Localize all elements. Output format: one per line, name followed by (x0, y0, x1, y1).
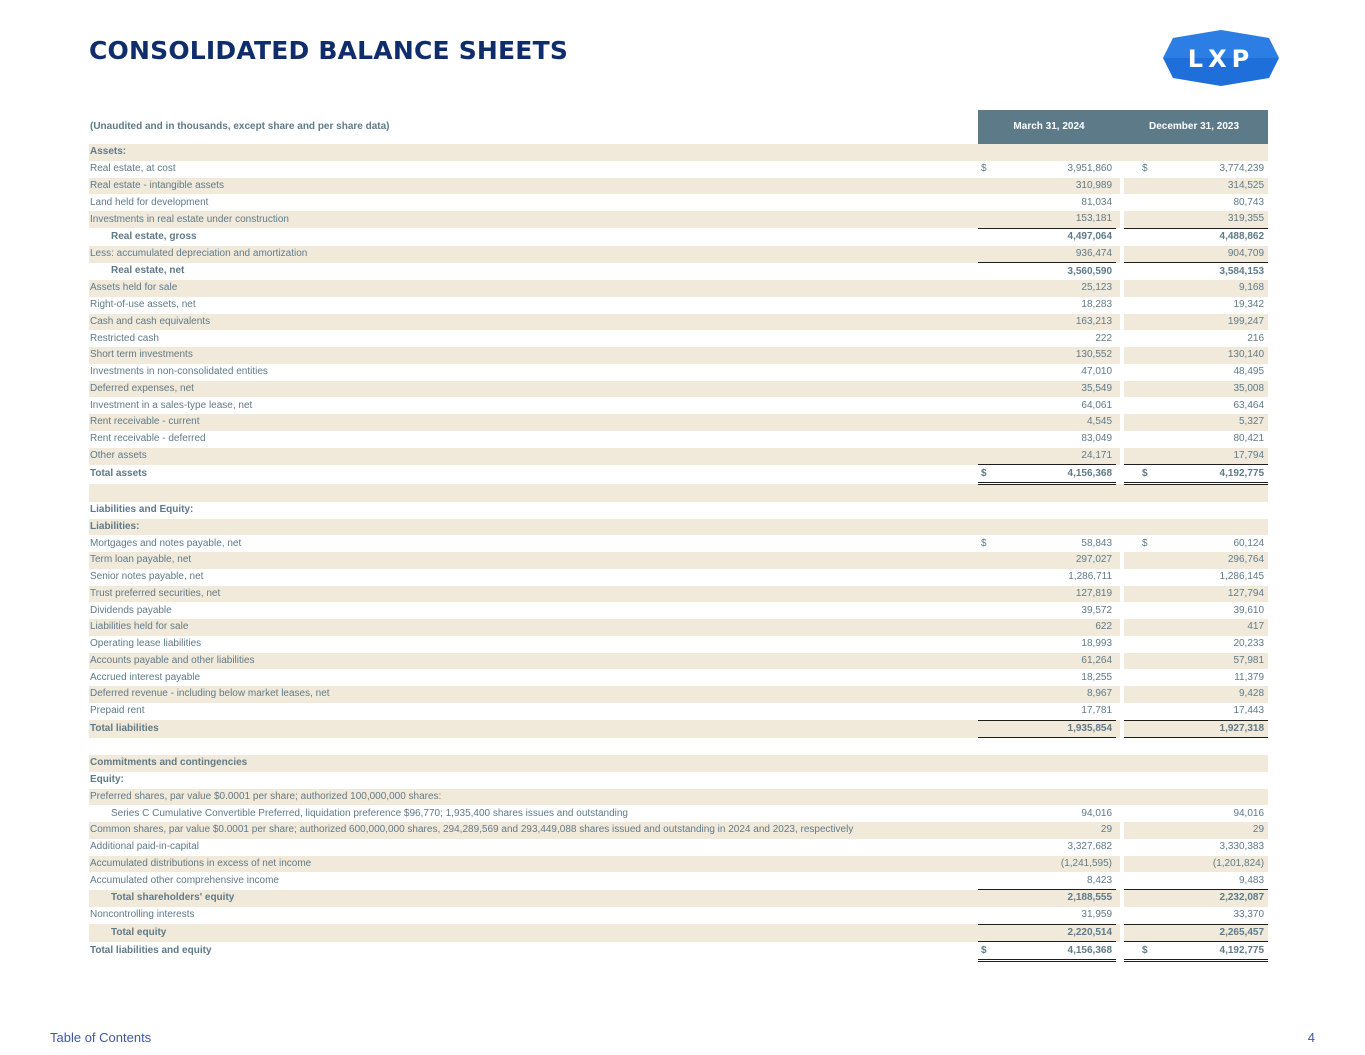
row-label: Noncontrolling interests (90, 909, 195, 921)
currency-symbol (978, 636, 994, 653)
empty-cell (1120, 484, 1268, 502)
row-label: Dividends payable (90, 604, 172, 616)
currency-symbol (1120, 228, 1136, 245)
row-label: Right-of-use assets, net (90, 299, 196, 311)
value-march-2024: 81,034 (1081, 196, 1113, 208)
table-row (89, 246, 1268, 263)
value-december-2023: 94,016 (1233, 807, 1265, 819)
empty-cell (978, 772, 1120, 789)
row-label: Short term investments (89, 347, 978, 364)
value-december-2023: 39,610 (1233, 604, 1265, 616)
currency-symbol (1120, 397, 1136, 414)
value-december-2023: 57,981 (1136, 653, 1268, 670)
value-december-2023: 1,927,318 (1136, 720, 1268, 738)
currency-symbol: $ (1120, 942, 1136, 961)
value-december-2023: 20,233 (1233, 638, 1265, 650)
value-december-2023: 319,355 (1136, 211, 1268, 228)
value-march-2024: 3,327,682 (1067, 841, 1113, 853)
empty-cell (1120, 789, 1268, 806)
table-row (89, 314, 1268, 331)
empty-cell (978, 484, 1120, 502)
value-march-2024: 127,819 (994, 586, 1120, 603)
currency-symbol (978, 890, 994, 907)
value-december-2023: 33,370 (1233, 909, 1265, 921)
empty-cell (978, 144, 1120, 161)
value-december-2023: 60,124 (1233, 537, 1265, 549)
value-december-2023: 216 (1247, 332, 1265, 344)
row-label: Real estate - intangible assets (89, 178, 978, 195)
value-december-2023: 417 (1136, 619, 1268, 636)
value-december-2023: 2,265,457 (1136, 924, 1268, 942)
table-row (89, 569, 1268, 586)
row-label: Rent receivable - current (89, 414, 978, 431)
value-march-2024: 8,423 (1086, 874, 1113, 886)
empty-cell (978, 755, 1120, 772)
row-label: Real estate, net (111, 265, 185, 277)
value-march-2024: 18,255 (1081, 671, 1113, 683)
table-row (89, 924, 1268, 942)
currency-symbol (1120, 653, 1136, 670)
currency-symbol: $ (1120, 465, 1136, 484)
value-march-2024: 64,061 (1081, 399, 1113, 411)
empty-cell (978, 789, 1120, 806)
value-march-2024: 153,181 (994, 211, 1120, 228)
empty-cell (1120, 502, 1268, 519)
row-label: Mortgages and notes payable, net (90, 537, 242, 549)
section-row (89, 144, 1268, 161)
value-march-2024: 4,156,368 (994, 942, 1120, 961)
row-label: Liabilities: (89, 519, 978, 536)
currency-symbol (1120, 872, 1136, 889)
spacer-row (89, 738, 1268, 755)
value-december-2023: 80,421 (1233, 433, 1265, 445)
table-row (89, 890, 1268, 907)
value-march-2024: 2,188,555 (994, 890, 1120, 907)
column-header-march-2024: March 31, 2024 (978, 110, 1120, 144)
value-december-2023: 3,584,153 (1136, 263, 1268, 280)
currency-symbol (1120, 178, 1136, 195)
currency-symbol: $ (1142, 163, 1148, 175)
currency-symbol (978, 364, 994, 381)
table-row (89, 942, 1268, 961)
currency-symbol (978, 907, 994, 924)
table-row (89, 822, 1268, 839)
value-march-2024: 4,497,064 (994, 228, 1120, 245)
currency-symbol (1120, 669, 1136, 686)
currency-symbol (1120, 364, 1136, 381)
currency-symbol (978, 246, 994, 263)
value-march-2024: 8,967 (994, 686, 1120, 703)
table-row (89, 703, 1268, 720)
table-row (89, 178, 1268, 195)
value-march-2024: 163,213 (994, 314, 1120, 331)
row-label: Real estate, gross (111, 230, 197, 242)
table-row (89, 414, 1268, 431)
logo-text: LXP (1187, 45, 1255, 73)
currency-symbol (1120, 347, 1136, 364)
row-label: Liabilities and Equity: (90, 504, 194, 516)
currency-symbol (978, 347, 994, 364)
table-of-contents-link[interactable]: Table of Contents (50, 1030, 152, 1045)
table-row (89, 330, 1268, 347)
table-row (89, 839, 1268, 856)
value-december-2023: 3,774,239 (1219, 163, 1265, 175)
row-label: Trust preferred securities, net (89, 586, 978, 603)
currency-symbol (1120, 686, 1136, 703)
value-march-2024: 47,010 (1081, 366, 1113, 378)
value-december-2023: 63,464 (1233, 399, 1265, 411)
row-label (89, 484, 978, 502)
row-label: Total equity (89, 924, 978, 942)
row-label: Preferred shares, par value $0.0001 per share; authorized 100,000,000 shares: (89, 789, 978, 806)
value-march-2024: 24,171 (994, 448, 1120, 465)
table-row (89, 636, 1268, 653)
value-december-2023: (1,201,824) (1136, 856, 1268, 873)
value-december-2023: 80,743 (1233, 196, 1265, 208)
currency-symbol (1120, 805, 1136, 822)
currency-symbol (1120, 280, 1136, 297)
balance-sheet-table (89, 110, 1268, 962)
row-label: Restricted cash (90, 332, 159, 344)
table-row (89, 465, 1268, 484)
currency-symbol: $ (981, 163, 987, 175)
currency-symbol (978, 569, 994, 586)
currency-symbol (1120, 194, 1136, 211)
empty-cell (1120, 755, 1268, 772)
row-label: Assets: (89, 144, 978, 161)
table-row (89, 602, 1268, 619)
value-march-2024: 17,781 (1081, 705, 1113, 717)
table-row (89, 907, 1268, 924)
table-row (89, 364, 1268, 381)
value-december-2023: 4,488,862 (1136, 228, 1268, 245)
value-december-2023: 11,379 (1234, 671, 1265, 683)
empty-cell (978, 738, 1120, 755)
value-december-2023: 3,330,383 (1219, 841, 1265, 853)
table-row (89, 194, 1268, 211)
row-label: Real estate, at cost (90, 163, 176, 175)
section-row (89, 502, 1268, 519)
currency-symbol (978, 297, 994, 314)
table-row (89, 228, 1268, 245)
row-label: Series C Cumulative Convertible Preferred, liquidation preference $96,770; 1,935,400 shares issues and outstanding (111, 807, 628, 819)
currency-symbol (1120, 448, 1136, 465)
empty-cell (1120, 519, 1268, 536)
value-march-2024: 94,016 (1081, 807, 1113, 819)
section-row (89, 519, 1268, 536)
currency-symbol (1120, 602, 1136, 619)
row-label: Deferred revenue - including below market leases, net (89, 686, 978, 703)
currency-symbol (978, 805, 994, 822)
table-row (89, 805, 1268, 822)
value-december-2023: 17,794 (1136, 448, 1268, 465)
value-march-2024: 29 (994, 822, 1120, 839)
value-december-2023: 130,140 (1136, 347, 1268, 364)
table-row (89, 653, 1268, 670)
row-label: Liabilities held for sale (89, 619, 978, 636)
value-march-2024: 2,220,514 (994, 924, 1120, 942)
row-label: Investment in a sales-type lease, net (90, 399, 253, 411)
table-row (89, 297, 1268, 314)
currency-symbol (1120, 720, 1136, 738)
row-label: Senior notes payable, net (90, 571, 204, 583)
currency-symbol (1120, 246, 1136, 263)
empty-cell (1120, 772, 1268, 789)
currency-symbol (978, 552, 994, 569)
table-row (89, 397, 1268, 414)
value-march-2024: 3,560,590 (994, 263, 1120, 280)
row-label: Investments in real estate under construction (89, 211, 978, 228)
value-december-2023: 29 (1136, 822, 1268, 839)
value-march-2024: 31,959 (1081, 909, 1113, 921)
value-december-2023: 199,247 (1136, 314, 1268, 331)
row-label: Rent receivable - deferred (90, 433, 206, 445)
value-december-2023: 296,764 (1136, 552, 1268, 569)
value-december-2023: 127,794 (1136, 586, 1268, 603)
row-label: Operating lease liabilities (90, 638, 202, 650)
currency-symbol (978, 720, 994, 738)
table-row (89, 552, 1268, 569)
currency-symbol (1120, 381, 1136, 398)
value-march-2024: 83,049 (1081, 433, 1113, 445)
currency-symbol (1120, 297, 1136, 314)
currency-symbol (1120, 856, 1136, 873)
value-march-2024: 3,951,860 (1067, 163, 1113, 175)
currency-symbol (978, 586, 994, 603)
value-march-2024: 61,264 (994, 653, 1120, 670)
value-december-2023: 314,525 (1136, 178, 1268, 195)
section-row (89, 755, 1268, 772)
value-march-2024: 1,935,854 (994, 720, 1120, 738)
currency-symbol (978, 686, 994, 703)
value-march-2024: 4,545 (994, 414, 1120, 431)
row-label (89, 738, 978, 755)
row-label: Deferred expenses, net (89, 381, 978, 398)
value-december-2023: 4,192,775 (1136, 942, 1268, 961)
currency-symbol (1120, 636, 1136, 653)
value-march-2024: 25,123 (994, 280, 1120, 297)
empty-cell (1120, 144, 1268, 161)
table-row (89, 448, 1268, 465)
currency-symbol (1120, 586, 1136, 603)
value-december-2023: 904,709 (1136, 246, 1268, 263)
currency-symbol (1120, 822, 1136, 839)
value-december-2023: 1,286,145 (1219, 571, 1265, 583)
currency-symbol (1120, 414, 1136, 431)
value-march-2024: 58,843 (1081, 537, 1113, 549)
row-label: Assets held for sale (89, 280, 978, 297)
value-december-2023: 9,168 (1136, 280, 1268, 297)
row-label: Land held for development (90, 196, 209, 208)
currency-symbol (978, 448, 994, 465)
table-row (89, 872, 1268, 889)
value-march-2024: 4,156,368 (994, 465, 1120, 484)
spacer-row (89, 484, 1268, 502)
value-december-2023: 48,495 (1233, 366, 1265, 378)
table-row (89, 686, 1268, 703)
row-label: Total assets (90, 468, 148, 480)
currency-symbol (978, 280, 994, 297)
row-label: Term loan payable, net (89, 552, 978, 569)
table-row (89, 619, 1268, 636)
currency-symbol (1120, 552, 1136, 569)
value-december-2023: 5,327 (1136, 414, 1268, 431)
currency-symbol (1120, 211, 1136, 228)
currency-symbol: $ (978, 465, 994, 484)
currency-symbol (978, 381, 994, 398)
currency-symbol (1120, 907, 1136, 924)
currency-symbol (978, 431, 994, 448)
currency-symbol (978, 194, 994, 211)
table-row (89, 381, 1268, 398)
currency-symbol (1120, 314, 1136, 331)
table-row (89, 586, 1268, 603)
currency-symbol: $ (981, 537, 987, 549)
currency-symbol (1120, 431, 1136, 448)
currency-symbol (978, 856, 994, 873)
currency-symbol (1120, 569, 1136, 586)
currency-symbol (978, 211, 994, 228)
table-row (89, 431, 1268, 448)
table-row (89, 856, 1268, 873)
table-row (89, 263, 1268, 280)
currency-symbol (978, 314, 994, 331)
currency-symbol (1120, 263, 1136, 280)
value-december-2023: 17,443 (1233, 705, 1265, 717)
row-label: Equity: (90, 774, 124, 786)
currency-symbol (978, 822, 994, 839)
row-label: Other assets (89, 448, 978, 465)
row-label: Accounts payable and other liabilities (89, 653, 978, 670)
currency-symbol (978, 228, 994, 245)
currency-symbol: $ (1142, 537, 1148, 549)
currency-symbol (978, 669, 994, 686)
currency-symbol: $ (978, 942, 994, 961)
table-row (89, 280, 1268, 297)
row-label: Common shares, par value $0.0001 per share; authorized 600,000,000 shares, 294,289,569 and 293,449,088 shares issued and outstanding in 2024 and 2023, respectively (89, 822, 978, 839)
row-label: Accumulated distributions in excess of net income (89, 856, 978, 873)
value-december-2023: 9,483 (1239, 874, 1265, 886)
currency-symbol (978, 924, 994, 942)
row-label: Accumulated other comprehensive income (90, 874, 279, 886)
value-march-2024: 222 (1095, 332, 1113, 344)
currency-symbol (1120, 924, 1136, 942)
value-march-2024: 310,989 (994, 178, 1120, 195)
row-label: Investments in non-consolidated entities (90, 366, 268, 378)
value-march-2024: 18,283 (1081, 299, 1113, 311)
currency-symbol (978, 263, 994, 280)
row-label: Cash and cash equivalents (89, 314, 978, 331)
currency-symbol (1120, 619, 1136, 636)
value-march-2024: (1,241,595) (994, 856, 1120, 873)
currency-symbol (978, 602, 994, 619)
column-header-december-2023: December 31, 2023 (1120, 110, 1268, 144)
currency-symbol (978, 397, 994, 414)
value-december-2023: 9,428 (1136, 686, 1268, 703)
empty-cell (1120, 738, 1268, 755)
table-row (89, 211, 1268, 228)
empty-cell (978, 502, 1120, 519)
currency-symbol (1120, 703, 1136, 720)
currency-symbol (978, 703, 994, 720)
row-label: Accrued interest payable (90, 671, 201, 683)
currency-symbol (978, 839, 994, 856)
row-label: Total liabilities and equity (90, 945, 212, 957)
table-row (89, 535, 1268, 552)
row-label: Less: accumulated depreciation and amortization (89, 246, 978, 263)
lxp-logo (1163, 30, 1279, 86)
value-march-2024: 1,286,711 (1068, 571, 1113, 583)
currency-symbol (978, 872, 994, 889)
currency-symbol (978, 653, 994, 670)
table-row (89, 347, 1268, 364)
currency-symbol (978, 330, 994, 347)
currency-symbol (1120, 330, 1136, 347)
value-december-2023: 4,192,775 (1136, 465, 1268, 484)
value-december-2023: 2,232,087 (1136, 890, 1268, 907)
value-march-2024: 622 (994, 619, 1120, 636)
page-title: CONSOLIDATED BALANCE SHEETS (89, 36, 569, 65)
value-december-2023: 35,008 (1136, 381, 1268, 398)
table-note: (Unaudited and in thousands, except share and per share data) (90, 121, 390, 132)
value-march-2024: 35,549 (994, 381, 1120, 398)
row-label: Commitments and contingencies (89, 755, 978, 772)
row-label: Total liabilities (89, 720, 978, 738)
value-march-2024: 297,027 (994, 552, 1120, 569)
currency-symbol (978, 619, 994, 636)
table-row (89, 161, 1268, 178)
currency-symbol (1120, 890, 1136, 907)
currency-symbol (978, 414, 994, 431)
value-december-2023: 19,342 (1233, 299, 1265, 311)
value-march-2024: 39,572 (1081, 604, 1113, 616)
page-number: 4 (1307, 1030, 1315, 1045)
value-march-2024: 18,993 (1081, 638, 1113, 650)
currency-symbol (1120, 839, 1136, 856)
row-label: Additional paid-in-capital (90, 841, 199, 853)
table-row (89, 720, 1268, 738)
value-march-2024: 130,552 (994, 347, 1120, 364)
empty-cell (978, 519, 1120, 536)
table-header-row (89, 110, 1268, 144)
value-march-2024: 936,474 (994, 246, 1120, 263)
section-row (89, 772, 1268, 789)
table-row (89, 669, 1268, 686)
row-label: Prepaid rent (90, 705, 145, 717)
currency-symbol (978, 178, 994, 195)
table-row (89, 789, 1268, 806)
row-label: Total shareholders' equity (89, 890, 978, 907)
